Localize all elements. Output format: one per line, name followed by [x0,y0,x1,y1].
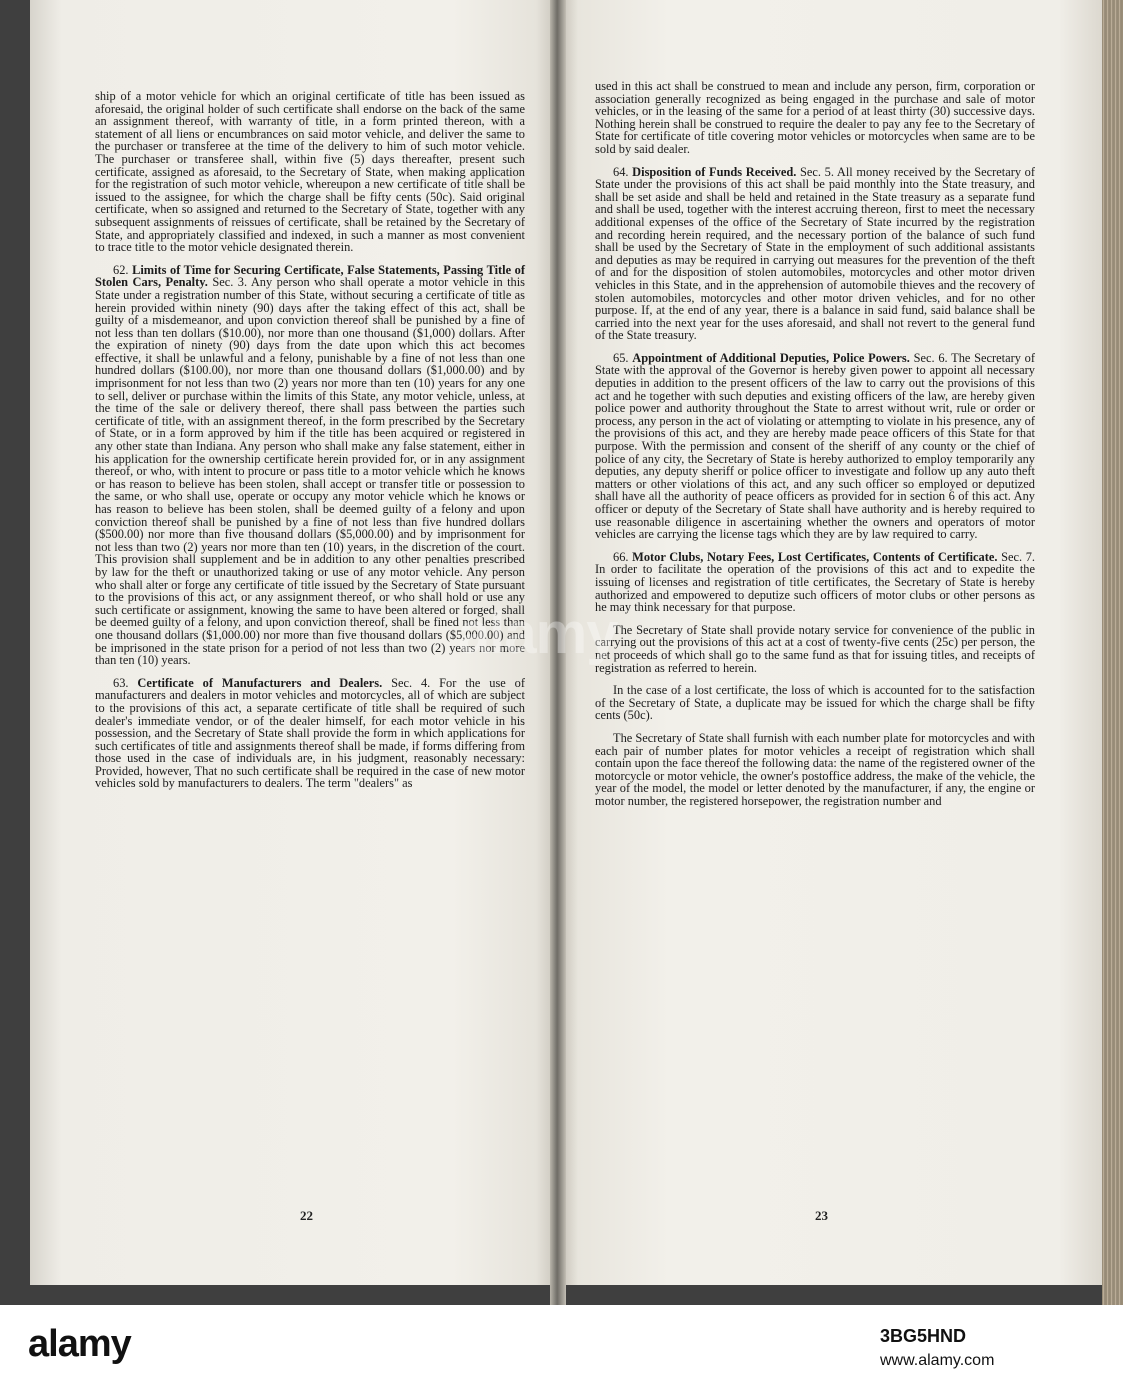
site-url[interactable]: www.alamy.com [880,1352,995,1369]
right-page-text [595,80,1035,807]
right-paragraph [595,551,1035,614]
section-number: 65. [613,350,629,365]
section-body: Sec. 6. The Secretary of State with the approval of the Governor is hereby given power to appoint all necessary deputies in addition to the present officers of the law to carry out the provisions of this act and he together with such deputies and existing officers of the law, are hereby given police power and authority throughout the State to arrest without writ, rule or order or process, any person in the act of violating or attempting to violate in his presence, any of the provisions of this act, and they are hereby made peace officers of this State for that purpose. With the permission and consent of the sheriff of any county or the chief of police of any city, the Secretary of State is hereby authorized to employ temporarily any deputies, any deputy sheriff or police officer to investigate and follow up any auto theft matters or other violations of this act, and any such officer so employed or deputized shall have all the authority of peace officers as provided for in section 6 of this act. Any officer or deputy of the Secretary of State shall have authority and is hereby required to use reasonable diligence in ascertaining whether the owners and operators of motor vehicles are carrying the license tags which they are by law required to carry. [595,350,1035,542]
section-heading: Disposition of Funds Received. [632,164,797,179]
section-heading: Limits of Time for Securing Certificate, False Statements, Passing Title of Stolen Cars, Penalty. [95,262,525,290]
section-body: Sec. 7. In order to facilitate the operation of the provisions of this act and to expedite the issuing of licenses and registration of title certificates, the Secretary of State is hereby authorized and empowered to deputize such officers of motor clubs or other persons as he may think necessary for that purpose. [595,549,1035,615]
right-paragraph: The Secretary of State shall provide notary service for convenience of the public in carrying out the provisions of this act at a cost of twenty-five cents (25c) per person, the net proceeds of which shall go to the same fund as that for issuing titles, and receipts of registration as referred to herein. [595,622,1035,675]
right-paragraph: used in this act shall be construed to mean and include any person, firm, corporation or association generally recognized as being engaged in the purchase and sale of motor vehicles, or in the leasing of the same for a period of at least thirty (30) successive days. Nothing herein shall be construed to require the dealer to pay any fee to the Secretary of State for certificate of title covering motor vehicles or motorcycles when same are to be sold by said dealer. [595,79,1035,156]
page-edges [1102,0,1123,1305]
section-heading: Certificate of Manufacturers and Dealers. [137,675,383,690]
section-body: Sec. 4. For the use of manufacturers and dealers in motor vehicles and motorcycles, all of which are subject to the provisions of this act, a separate certificate of title shall be required of such dealer's immediate vendor, or of the dealer himself, for each motor vehicle in his possession, and the Secretary of State shall provide the form in which applications for such certificates of title and assignments thereof shall be made, if forms differing from those used in the case of individuals are, in his judgment, reasonably necessary: Provided, however, That no such certificate shall be required in the case of new motor vehicles sold by manufacturers to dealers. The term "dealers" as [95,675,525,791]
section-heading: Motor Clubs, Notary Fees, Lost Certificates, Contents of Certificate. [632,549,998,564]
page-number-left: 22 [300,1208,313,1223]
right-paragraph [595,352,1035,541]
left-paragraph [95,677,525,790]
section-body: Sec. 5. All money received by the Secretary of State under the provisions of this act shall be paid monthly into the State treasury, and shall be set aside and shall be held and retained in the State treasury as a separate fund and shall be used, together with the interest accruing thereon, first to meet the necessary additional expenses of the office of the Secretary of State incurred by the registration and recording herein required, and the necessary portion of the balance of such fund shall be used by the Secretary of State in the employment of such additional assistants and deputies as may be required in carrying out measures for the prevention of the theft of and for the disposition of stolen automobiles, motorcycles and other motor driven vehicles in this State, and in the apprehension of automobile thieves and the recovery of stolen automobiles, motorcycles and other motor driven vehicles, and for no other purpose. If, at the end of any year, there is a balance in said fund, said balance shall be carried into the next year for the uses aforesaid, and shall not revert to the general fund of the State treasury. [595,164,1035,343]
left-page-text [95,90,525,790]
section-number: 64. [613,164,629,179]
right-paragraph: In the case of a lost certificate, the loss of which is accounted for to the satisfaction of the Secretary of State, a duplicate may be issued for which the charge shall be fifty cents (50c). [595,683,1035,723]
section-number: 62. [113,262,129,277]
left-paragraph: ship of a motor vehicle for which an original certificate of title has been issued as aforesaid, the original holder of such certificate shall endorse on the back of the same an assignment thereof, with warranty of title, in a form printed thereon, with a statement of all liens or encumbrances on said motor vehicle, and deliver the same to the purchaser or transferee at the time of the delivery to him of such motor vehicle. The purchaser or transferee shall, within five (5) days thereafter, present such certificate, assigned as aforesaid, to the Secretary of State, when making application for the registration of such motor vehicle, whereupon a new certificate of title shall be issued to the assignee, for which the charge shall be fifty cents (50c). Said original certificate, when so assigned and returned to the Secretary of State, together with any subsequent assignments of reissues of certificate, shall be retained by the Secretary of State, and appropriately classified and indexed, in such a manner as most convenient to trace title to the motor vehicle designated therein. [95,89,525,255]
page-number-right: 23 [815,1208,828,1223]
section-heading: Appointment of Additional Deputies, Police Powers. [632,350,910,365]
section-body: Sec. 3. Any person who shall operate a motor vehicle in this State under a registration number of this State, without securing a certificate of title as herein provided within ninety (90) days after the taking effect of this act, shall be guilty of a misdemeanor, and upon conviction thereof shall be punished by a fine of not less than ten dollars ($10.00), nor more than one thousand ($1,000) dollars. After the expiration of ninety (90) days from the date upon which this act becomes effective, it shall be unlawful and a felony, punishable by a fine of not less than one hundred dollars ($100.00), nor more than one thousand dollars ($1,000.00) and by imprisonment for not less than two (2) years nor more than ten (10) years for any one to sell, deliver or purchase within the limits of this State, any motor vehicle, unless, at the time of the sale or delivery thereof, there shall pass between the parties such certificate of title, with an assignment thereof, in the form prescribed by the Secretary of State, or in a form approved by him if the title has been acquired or registered in any other state than Indiana. Any person who shall make any false statement, either in his application for the ownership certificate herein provided for, or in any assignment thereof, or who, with intent to procure or pass title to a motor vehicle which he knows or has reason to believe has been stolen, shall accept or transfer title or possession to the same, or who shall use, operate or occupy any motor vehicle which he knows or has reason to believe has been stolen, shall be deemed guilty of a felony and upon conviction thereof shall be punished by a fine of not less than five hundred dollars ($500.00) nor more than five thousand dollars ($5,000.00) and by imprisonment for not less than two (2) years nor more than ten (10) years, in the discretion of the court. This provision shall supplement and be in addition to any other penalties prescribed by law for the theft or unauthorized taking or use of any motor vehicle. Any person who shall alter or forge any certificate of title issued by the Secretary of State pursuant to the provisions of this act, or any assignment thereof, or who shall hold or use any such certificate or assignment, knowing the same to have been altered or forged, shall be deemed guilty of a felony, and upon conviction thereof, shall be fined not less than one thousand dollars ($1,000.00) nor more than five thousand dollars ($5,000.00) and be imprisoned in the state prison for a period of not less than two (2) years nor more than ten (10) years. [95,275,525,668]
stock-banner [0,1305,1123,1390]
section-number: 66. [613,549,629,564]
image-id: 3BG5HND [880,1326,967,1346]
section-number: 63. [113,675,129,690]
alamy-logo: alamy [28,1323,131,1365]
right-paragraph: The Secretary of State shall furnish with each number plate for motorcycles and with each pair of number plates for motor vehicles a receipt of registration which shall contain upon the face thereof the following data: the name of the registered owner of the motorcycle or motor vehicle, the owner's postoffice address, the make of the vehicle, the year of the model, the model or letter denoted by the manufacturer, if any, the engine or motor number, the registered horsepower, the registration number and [595,730,1035,808]
watermark: alamy [458,601,618,666]
right-paragraph [595,166,1035,342]
